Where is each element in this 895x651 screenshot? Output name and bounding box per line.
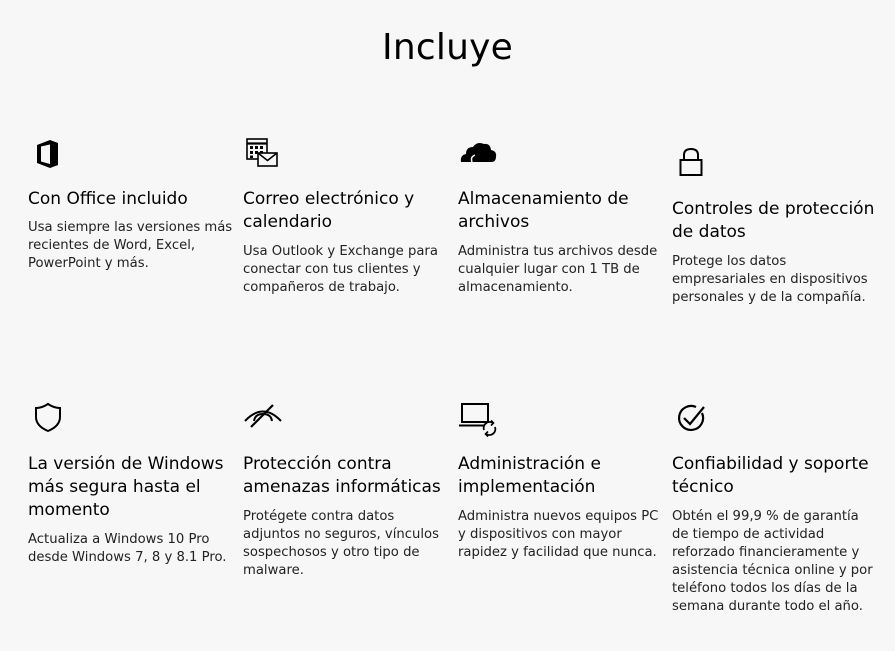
lock-icon [672, 146, 712, 186]
feature-title: Correo electrónico y calendario [243, 189, 415, 232]
feature-description: Obtén el 99,9 % de garantía de tiempo de actividad reforzado financieramente y asistencia técnica online y por teléfono todos los días de la semana durante todo el año. [672, 509, 873, 614]
feature-title: Controles de protección de datos [672, 199, 875, 242]
feature-description: Administra nuevos equipos PC y dispositivos con mayor rapidez y facilidad que nunca. [458, 509, 659, 560]
cloud-icon [458, 136, 498, 176]
feature-description: Usa siempre las versiones más recientes de Word, Excel, PowerPoint y más. [28, 220, 233, 271]
feature-title: Protección contra amenazas informáticas [243, 454, 441, 497]
feature-title: Confiabilidad y soporte técnico [672, 454, 869, 497]
calendar-mail-icon [243, 136, 283, 176]
office-icon [28, 136, 68, 176]
feature-description: Actualiza a Windows 10 Pro desde Windows 7, 8 y 8.1 Pro. [28, 532, 227, 565]
feature-description: Protege los datos empresariales en dispositivos personales y de la compañía. [672, 254, 868, 305]
checkmark-circle-icon [672, 401, 712, 441]
feature-title: Administración e implementación [458, 454, 601, 497]
feature-description: Administra tus archivos desde cualquier lugar con 1 TB de almacenamiento. [458, 244, 658, 295]
feature-title: Con Office incluido [28, 189, 188, 209]
shield-icon [28, 401, 68, 441]
device-sync-icon [458, 401, 498, 441]
feature-description: Protégete contra datos adjuntos no seguros, vínculos sospechosos y otro tipo de malware. [243, 509, 439, 578]
page-heading: Incluye [382, 27, 513, 68]
feature-description: Usa Outlook y Exchange para conectar con tus clientes y compañeros de trabajo. [243, 244, 438, 295]
feature-title: Almacenamiento de archivos [458, 189, 629, 232]
feature-title: La versión de Windows más segura hasta el momento [28, 454, 224, 520]
hidden-eye-icon [243, 401, 283, 441]
